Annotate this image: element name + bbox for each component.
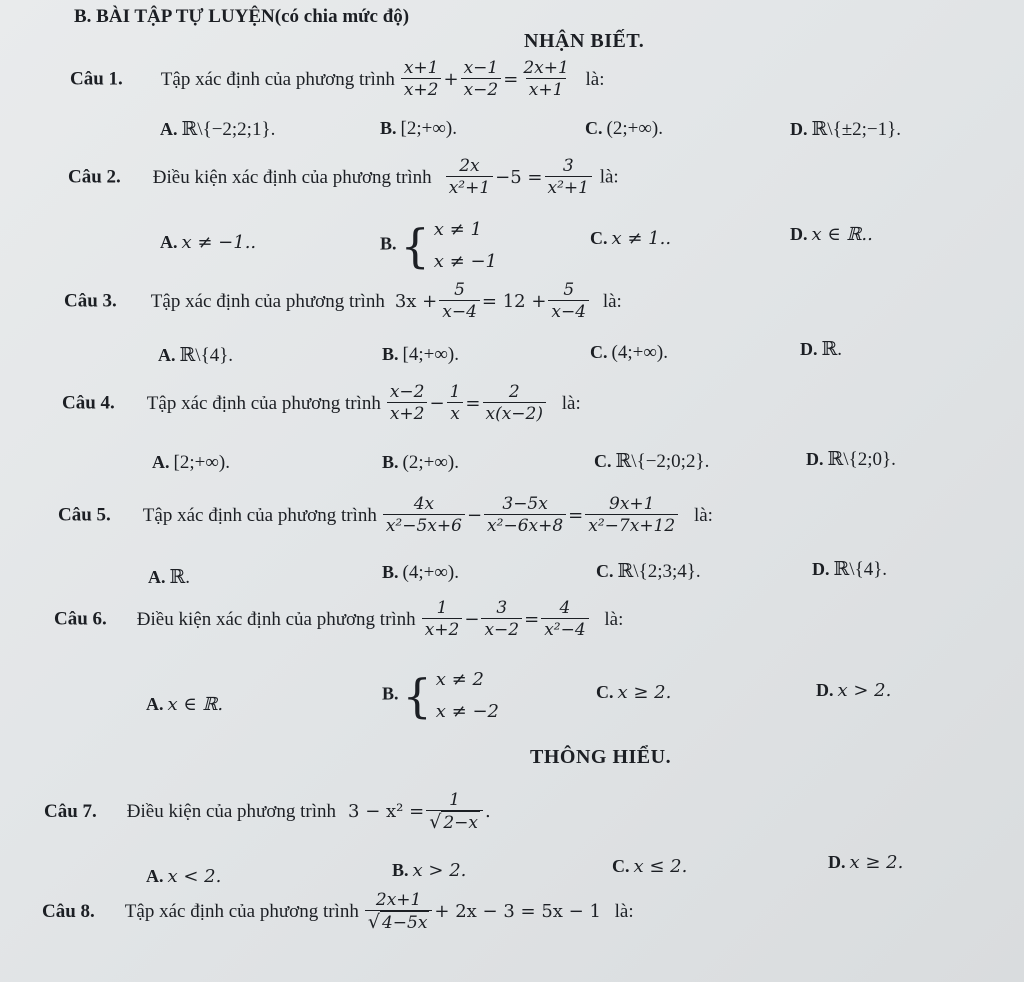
question-label: Câu 4. [62, 392, 115, 414]
question-tail: là: [599, 166, 619, 188]
question-8 [42, 890, 634, 934]
question-text: Tập xác định của phương trình [160, 68, 395, 90]
option-a: A. x ∈ ℝ. [146, 694, 224, 715]
question-text: Tập xác định của phương trình [146, 392, 381, 414]
option-b: B. (4;+∞). [382, 562, 459, 583]
option-a: A. ℝ\{4}. [158, 345, 234, 366]
question-label: Câu 8. [42, 901, 95, 922]
option-a: A. ℝ. [148, 567, 191, 588]
option-c: C. x ≠ 1.. [590, 228, 672, 249]
question-text: Điều kiện của phương trình [126, 801, 337, 822]
option-d: D. ℝ. [800, 339, 843, 360]
question-6 [54, 598, 623, 641]
question-7 [44, 790, 491, 834]
equation: $\frac{2x}{\text{x²+1}}$ −5 = $\frac{3}{\text{x²+1}}$ [444, 167, 600, 188]
option-c: C. ℝ\{−2;0;2}. [594, 451, 710, 472]
option-d: D. x ∈ ℝ.. [790, 224, 873, 245]
option-a: A. x < 2. [146, 866, 222, 887]
option-a: A. [2;+∞). [152, 452, 230, 473]
option-d: D. x > 2. [816, 680, 892, 701]
option-c: C. (4;+∞). [590, 342, 668, 363]
equation: $\frac{4x}{\text{x²−5x+6}}$ − $\frac{3-5x}{\text{x²−6x+8}}$ = $\frac{9x+1}{\text{x²−7x+12}}$ [381, 505, 686, 526]
option-b: B. x > 2. [392, 860, 467, 881]
option-b: B. { x ≠ 1 x ≠ −1 [380, 219, 498, 273]
question-label: Câu 5. [58, 504, 111, 526]
option-b: B. [2;+∞). [380, 118, 457, 139]
option-d: D. ℝ\{±2;−1}. [790, 119, 901, 140]
equation: $\frac{x-2}{x+2}$ − $\frac{1}{x}$ = $\frac{2}{x(x-2)}$ [385, 393, 554, 414]
question-4 [62, 382, 581, 425]
option-d: D. ℝ\{4}. [812, 559, 888, 580]
question-label: Câu 3. [64, 290, 117, 312]
option-b: B. [4;+∞). [382, 344, 459, 365]
question-text: Điều kiện xác định của phương trình [136, 608, 416, 630]
question-2 [68, 156, 619, 199]
section-title: B. BÀI TẬP TỰ LUYỆN(có chia mức độ) [74, 6, 410, 27]
equation: 3 − x² = 1 √ 2−x . [348, 790, 491, 833]
question-tail: là: [585, 68, 605, 90]
equation: $\frac{1}{x+2}$ − $\frac{3}{x-2}$ = $\frac{4}{\text{x²−4}}$ [420, 609, 597, 630]
option-d: D. x ≥ 2. [828, 852, 904, 873]
level-heading-comprehension: THÔNG HIỂU. [530, 746, 672, 768]
level-heading-recognition: NHẬN BIẾT. [524, 30, 645, 52]
question-tail: là: [614, 901, 634, 922]
option-a: A. x ≠ −1.. [160, 232, 257, 253]
question-tail: là: [693, 504, 713, 526]
question-text: Tập xác định của phương trình [124, 901, 359, 922]
question-tail: là: [602, 290, 622, 312]
question-tail: là: [561, 392, 581, 414]
question-text: Tập xác định của phương trình [142, 504, 377, 526]
equation: $\frac{x+1}{x+2}$ + $\frac{x-1}{x-2}$ = $\frac{2x+1}{x+1}$ [399, 69, 580, 90]
question-label: Câu 1. [70, 68, 123, 90]
question-label: Câu 2. [68, 166, 121, 188]
option-c: C. ℝ\{2;3;4}. [596, 561, 701, 582]
question-3 [64, 280, 622, 323]
option-b: B. (2;+∞). [382, 452, 459, 473]
equation: 3x + $\frac{5}{x-4}$ = 12 + $\frac{5}{x-4}$ [395, 291, 597, 312]
option-a: A. ℝ\{−2;2;1}. [160, 119, 276, 140]
option-c: C. x ≥ 2. [596, 682, 672, 703]
option-c: C. x ≤ 2. [612, 856, 688, 877]
question-label: Câu 6. [54, 608, 107, 630]
option-b: B. { x ≠ 2 x ≠ −2 [382, 669, 500, 723]
option-c: C. (2;+∞). [585, 118, 663, 139]
question-5 [58, 494, 713, 537]
question-text: Tập xác định của phương trình [150, 290, 385, 312]
question-1 [70, 58, 605, 101]
equation: 2x+1 √ 4−5x + 2x − 3 = 5x − 1 [363, 901, 607, 922]
option-d: D. ℝ\{2;0}. [806, 449, 896, 470]
question-tail: là: [604, 608, 624, 630]
question-text: Điều kiện xác định của phương trình [152, 166, 432, 188]
question-label: Câu 7. [44, 801, 97, 822]
